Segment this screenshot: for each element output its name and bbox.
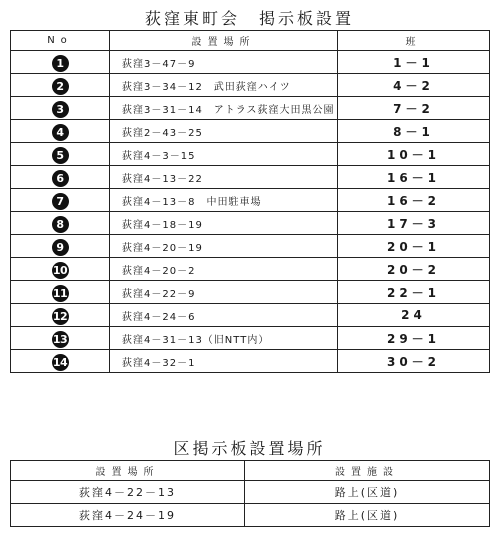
han-cell: 16－2 <box>338 189 490 212</box>
table-row <box>11 143 490 166</box>
table-row <box>11 212 490 235</box>
row-number-cell <box>11 327 110 350</box>
row-number-badge: 9 <box>52 239 69 256</box>
row-number-cell <box>11 258 110 281</box>
ward-table-row <box>11 481 490 504</box>
address-cell: 荻窪3－47－9 <box>110 51 338 74</box>
table-row <box>11 327 490 350</box>
address-cell: 荻窪4－32－1 <box>110 350 338 373</box>
row-number-cell <box>11 143 110 166</box>
row-number-cell <box>11 97 110 120</box>
ward-facility-cell: 路上(区道) <box>245 504 490 527</box>
table-row <box>11 189 490 212</box>
han-cell: 17－3 <box>338 212 490 235</box>
row-number-badge: 7 <box>52 193 69 210</box>
ward-address-cell: 荻窪4－24－19 <box>11 504 245 527</box>
han-cell: 7－2 <box>338 97 490 120</box>
address-cell: 荻窪3－31－14 アトラス荻窪大田黒公園 <box>110 97 338 120</box>
table-row <box>11 258 490 281</box>
header-no: No <box>11 31 110 51</box>
address-cell: 荻窪4－20－2 <box>110 258 338 281</box>
row-number-cell <box>11 304 110 327</box>
ward-table-row <box>11 504 490 527</box>
table-row <box>11 120 490 143</box>
row-number-cell <box>11 235 110 258</box>
row-number-badge: 4 <box>52 124 69 141</box>
row-number-badge: 8 <box>52 216 69 233</box>
table-row <box>11 235 490 258</box>
header-han: 班 <box>338 31 490 51</box>
address-cell: 荻窪4－18－19 <box>110 212 338 235</box>
table-row <box>11 74 490 97</box>
table-row <box>11 281 490 304</box>
row-number-badge: 14 <box>52 355 68 369</box>
row-number-cell <box>11 212 110 235</box>
address-cell: 荻窪4－31－13（旧NTT内） <box>110 327 338 350</box>
han-cell: 1－1 <box>338 51 490 74</box>
row-number-badge: 3 <box>52 101 69 118</box>
page-title: 荻窪東町会 掲示板設置 <box>144 9 354 28</box>
row-number-badge: 11 <box>52 286 68 300</box>
han-cell: 20－2 <box>338 258 490 281</box>
ward-table-header-row <box>11 461 490 481</box>
address-cell: 荻窪3－34－12 武田荻窪ハイツ <box>110 74 338 97</box>
ward-address-cell: 荻窪4－22－13 <box>11 481 245 504</box>
table-row <box>11 166 490 189</box>
address-cell: 荻窪4－24－6 <box>110 304 338 327</box>
row-number-cell <box>11 189 110 212</box>
address-cell: 荻窪4－22－9 <box>110 281 338 304</box>
header-ward-location: 設置場所 <box>11 461 245 481</box>
han-cell: 20－1 <box>338 235 490 258</box>
table-row <box>11 304 490 327</box>
address-cell: 荻窪4－13－22 <box>110 166 338 189</box>
row-number-badge: 1 <box>52 55 69 72</box>
han-cell: 22－1 <box>338 281 490 304</box>
row-number-badge: 13 <box>52 332 68 346</box>
ward-bulletin-board-table <box>10 460 490 527</box>
address-cell: 荻窪4－20－19 <box>110 235 338 258</box>
row-number-cell <box>11 120 110 143</box>
han-cell: 29－1 <box>338 327 490 350</box>
row-number-badge: 5 <box>52 147 69 164</box>
han-cell: 16－1 <box>338 166 490 189</box>
table-row <box>11 51 490 74</box>
address-cell: 荻窪4－3－15 <box>110 143 338 166</box>
han-cell: 8－1 <box>338 120 490 143</box>
row-number-cell <box>11 350 110 373</box>
table-row <box>11 97 490 120</box>
bulletin-board-table <box>10 30 490 373</box>
address-cell: 荻窪2－43－25 <box>110 120 338 143</box>
row-number-badge: 10 <box>52 263 68 277</box>
row-number-badge: 6 <box>52 170 69 187</box>
ward-facility-cell: 路上(区道) <box>245 481 490 504</box>
ward-section-title: 区掲示板設置場所 <box>173 439 326 458</box>
row-number-cell <box>11 281 110 304</box>
han-cell: 10－1 <box>338 143 490 166</box>
row-number-cell <box>11 166 110 189</box>
han-cell: 24 <box>338 304 490 327</box>
row-number-badge: 12 <box>52 309 68 323</box>
table-header-row <box>11 31 490 51</box>
header-location: 設置場所 <box>110 31 338 51</box>
han-cell: 4－2 <box>338 74 490 97</box>
row-number-cell <box>11 51 110 74</box>
header-ward-facility: 設置施設 <box>245 461 490 481</box>
han-cell: 30－2 <box>338 350 490 373</box>
address-cell: 荻窪4－13－8 中田駐車場 <box>110 189 338 212</box>
row-number-badge: 2 <box>52 78 69 95</box>
row-number-cell <box>11 74 110 97</box>
table-row <box>11 350 490 373</box>
